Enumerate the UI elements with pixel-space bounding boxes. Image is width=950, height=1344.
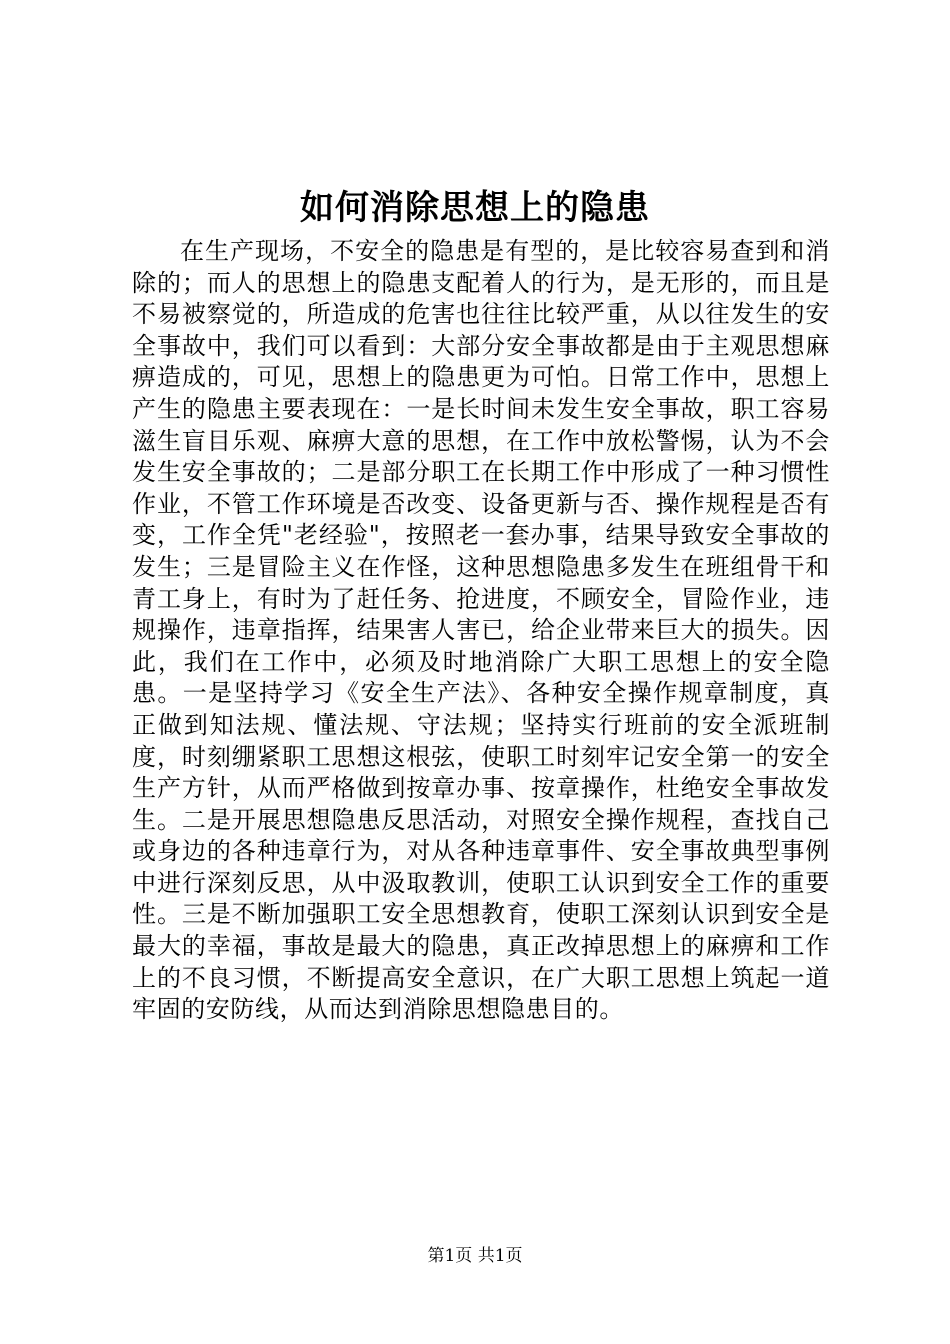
- document-body-paragraph: 在生产现场，不安全的隐患是有型的，是比较容易查到和消除的；而人的思想上的隐患支配着人的行为，是无形的，而且是不易被察觉的，所造成的危害也往往比较严重，从以往发生的安全事故中，我们可以看到：大部分安全事故都是由于主观思想麻痹造成的，可见，思想上的隐患更为可怕。日常工作中，思想上产生的隐患主要表现在：一是长时间未发生安全事故，职工容易滋生盲目乐观、麻痹大意的思想，在工作中放松警惕，认为不会发生安全事故的；二是部分职工在长期工作中形成了一种习惯性作业，不管工作环境是否改变、设备更新与否、操作规程是否有变，工作全凭"老经验"，按照老一套办事，结果导致安全事故的发生；三是冒险主义在作怪，这种思想隐患多发生在班组骨干和青工身上，有时为了赶任务、抢进度，不顾安全，冒险作业，违规操作，违章指挥，结果害人害已，给企业带来巨大的损失。因此，我们在工作中，必须及时地消除广大职工思想上的安全隐患。一是坚持学习《安全生产法》、各种安全操作规章制度，真正做到知法规、懂法规、守法规；坚持实行班前的安全派班制度，时刻绷紧职工思想这根弦，使职工时刻牢记安全第一的安全生产方针，从而严格做到按章办事、按章操作，杜绝安全事故发生。二是开展思想隐患反思活动，对照安全操作规程，查找自己或身边的各种违章行为，对从各种违章事件、安全事故典型事例中进行深刻反思，从中汲取教训，使职工认识到安全工作的重要性。三是不断加强职工安全思想教育，使职工深刻认识到安全是最大的幸福，事故是最大的隐患，真正改掉思想上的麻痹和工作上的不良习惯，不断提高安全意识，在广大职工思想上筑起一道牢固的安防线，从而达到消除思想隐患目的。: [132, 237, 830, 1024]
- document-title: 如何消除思想上的隐患: [300, 188, 650, 228]
- page-number-footer: 第1页 共1页: [427, 1246, 523, 1266]
